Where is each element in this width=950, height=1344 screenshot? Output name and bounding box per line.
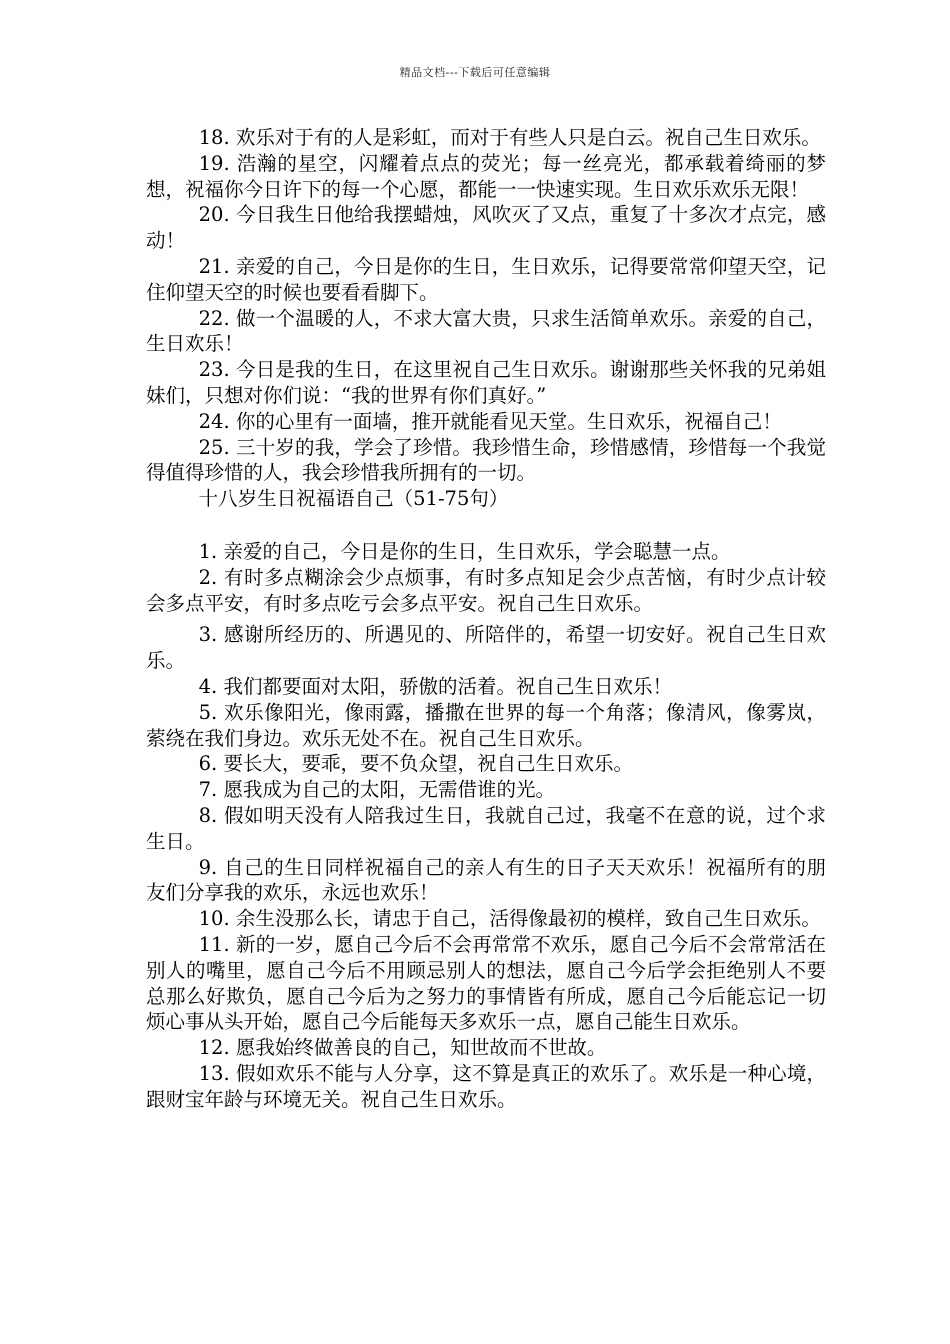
paragraph-item-25: 25. 三十岁的我，学会了珍惜。我珍惜生命，珍惜感情，珍惜每一个我觉得值得珍惜的人，我会珍惜我所拥有的一切。 [146, 435, 826, 485]
document-body [146, 125, 826, 1112]
paragraph-item-18: 18. 欢乐对于有的人是彩虹，而对于有些人只是白云。祝自己生日欢乐。 [198, 126, 821, 149]
paragraph-item-20: 20. 今日我生日他给我摆蜡烛，风吹灭了又点，重复了十多次才点完，感动！ [146, 203, 826, 253]
paragraph-item-9: 9. 自己的生日同样祝福自己的亲人有生的日子天天欢乐！祝福所有的朋友们分享我的欢乐，永远也欢乐！ [146, 855, 826, 905]
paragraph-item-6: 6. 要长大，要乖，要不负众望，祝自己生日欢乐。 [198, 752, 633, 776]
paragraph-item-1: 1. 亲爱的自己，今日是你的生日，生日欢乐，学会聪慧一点。 [198, 539, 731, 563]
paragraph-item-22: 22. 做一个温暖的人，不求大富大贵，只求生活简单欢乐。亲爱的自己，生日欢乐！ [146, 306, 826, 356]
section-title: 十八岁生日祝福语自己（51-75句） [198, 487, 509, 511]
paragraph-item-8: 8. 假如明天没有人陪我过生日，我就自己过，我毫不在意的说，过个求生日。 [146, 803, 826, 853]
paragraph-item-21: 21. 亲爱的自己，今日是你的生日，生日欢乐，记得要常常仰望天空，记住仰望天空的时候也要看看脚下。 [146, 254, 826, 304]
paragraph-item-23: 23. 今日是我的生日，在这里祝自己生日欢乐。谢谢那些关怀我的兄弟姐妹们，只想对你们说：“我的世界有你们真好。” [146, 358, 826, 407]
paragraph-item-13: 13. 假如欢乐不能与人分享，这不算是真正的欢乐了。欢乐是一种心境，跟财宝年龄与环境无关。祝自己生日欢乐。 [146, 1061, 826, 1111]
page-header: 精品文档---下载后可任意编辑 [399, 66, 551, 79]
paragraph-item-11: 11. 新的一岁，愿自己今后不会再常常不欢乐，愿自己今后不会常常活在别人的嘴里，愿自己今后不用顾忌别人的想法，愿自己今后学会拒绝别人不要总那么好欺负，愿自己今后为之努力的事情皆有所成，愿自己今后能忘记一切烦心事从头开始，愿自己今后能每天多欢乐一点，愿自己能生日欢乐。 [146, 932, 826, 1034]
paragraph-item-10: 10. 余生没那么长，请忠于自己，活得像最初的模样，致自己生日欢乐。 [198, 907, 821, 931]
paragraph-item-12: 12. 愿我始终做善良的自己，知世故而不世故。 [198, 1036, 607, 1060]
paragraph-item-3: 3. 感谢所经历的、所遇见的、所陪伴的，希望一切安好。祝自己生日欢乐。 [146, 623, 826, 673]
paragraph-item-2: 2. 有时多点糊涂会少点烦事，有时多点知足会少点苦恼，有时少点计较会多点平安，有时多点吃亏会多点平安。祝自己生日欢乐。 [146, 565, 826, 615]
blank-line [146, 512, 826, 539]
paragraph-item-5: 5. 欢乐像阳光，像雨露，播撒在世界的每一个角落；像清风，像雾岚，萦绕在我们身边。欢乐无处不在。祝自己生日欢乐。 [146, 700, 826, 750]
paragraph-item-4: 4. 我们都要面对太阳，骄傲的活着。祝自己生日欢乐！ [198, 674, 672, 698]
paragraph-item-7: 7. 愿我成为自己的太阳，无需借谁的光。 [198, 778, 555, 802]
paragraph-item-19: 19. 浩瀚的星空，闪耀着点点的荧光；每一丝亮光，都承载着绮丽的梦想，祝福你今日许下的每一个心愿，都能一一快速实现。生日欢乐欢乐无限！ [146, 151, 826, 201]
paragraph-item-24: 24. 你的心里有一面墙，推开就能看见天堂。生日欢乐，祝福自己！ [198, 409, 782, 433]
